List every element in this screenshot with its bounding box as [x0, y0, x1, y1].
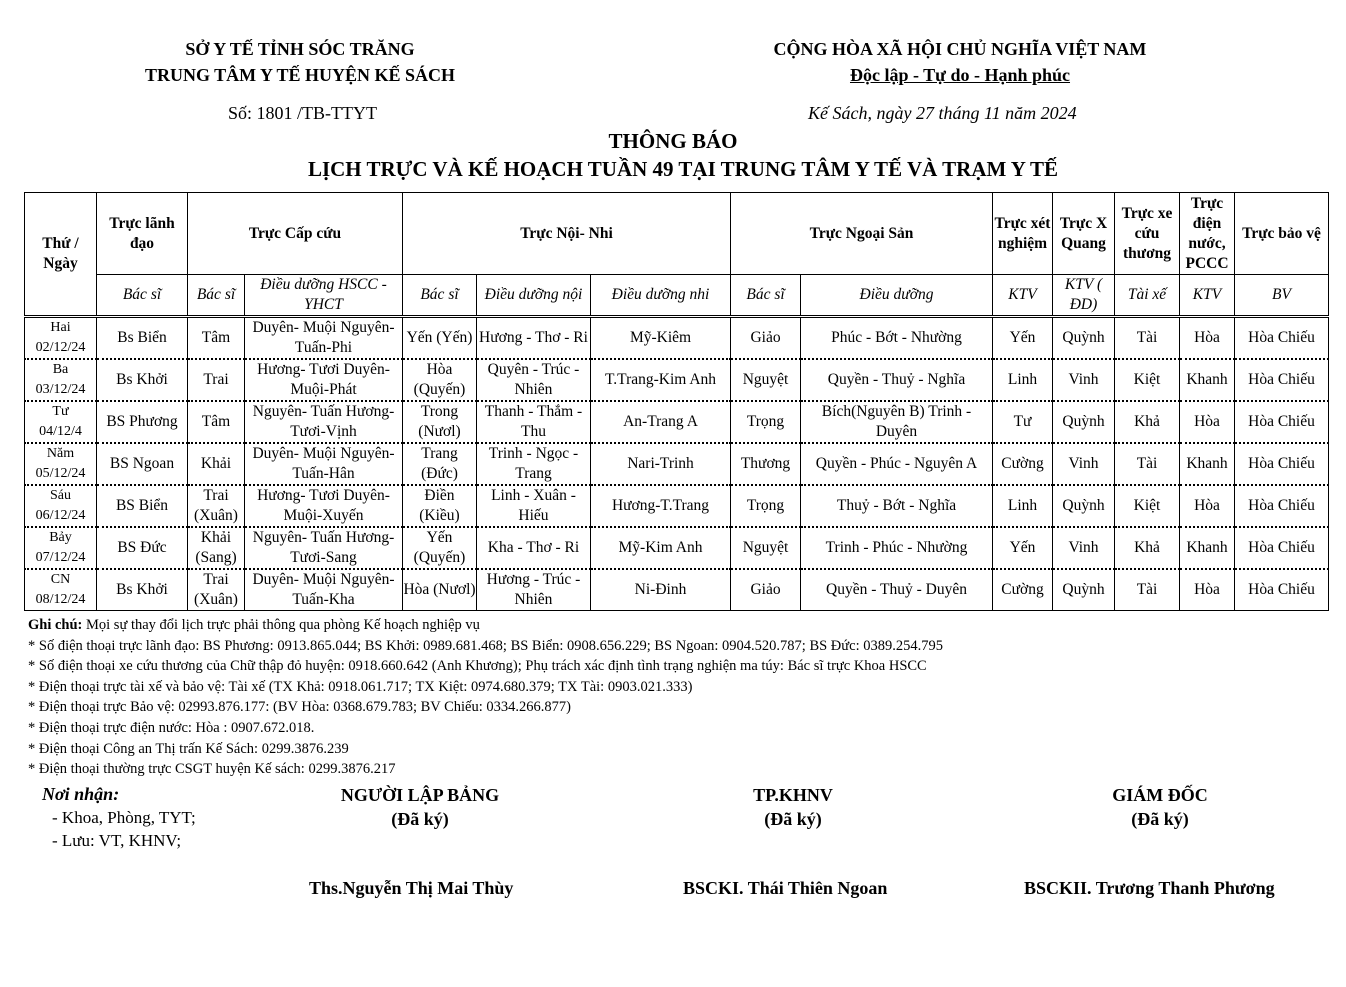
table-cell: Hòa Chiếu [1235, 401, 1329, 443]
notes-section [28, 615, 943, 780]
table-cell: Hòa Chiếu [1235, 527, 1329, 569]
table-cell: Bs Biển [97, 317, 188, 360]
table-cell: Hòa Chiếu [1235, 443, 1329, 485]
table-cell: Nari-Trinh [591, 443, 731, 485]
table-cell: Nguyên- Tuấn Hương- Tươi-Sang [245, 527, 403, 569]
recipient-item: - Khoa, Phòng, TYT; [52, 808, 196, 827]
table-cell: Kiệt [1115, 485, 1180, 527]
subheader: BV [1235, 275, 1329, 317]
table-cell: Giảo [731, 317, 801, 360]
table-cell: Quyền - Thuỷ - Duyên [801, 569, 993, 611]
table-cell: Thương [731, 443, 801, 485]
table-cell: Vinh [1053, 527, 1115, 569]
note-line: * Điện thoại trực Bảo vệ: 02993.876.177: (BV Hòa: 0368.679.783; BV Chiếu: 0334.266.877) [28, 699, 571, 716]
table-cell: Hòa Chiếu [1235, 359, 1329, 401]
table-cell: Kiệt [1115, 359, 1180, 401]
table-cell: Yến [993, 317, 1053, 360]
table-cell: Yến (Quyến) [403, 527, 477, 569]
subheader: Bác sĩ [97, 275, 188, 317]
table-cell: Duyên- Muội Nguyên- Tuấn-Phi [245, 317, 403, 360]
subheader: KTV [993, 275, 1053, 317]
table-cell: Kha - Thơ - Ri [477, 527, 591, 569]
day-cell: Sáu 06/12/24 [25, 485, 97, 527]
subheader: Tài xế [1115, 275, 1180, 317]
table-cell: Yến (Yến) [403, 317, 477, 360]
table-cell: Bs Khởi [97, 359, 188, 401]
table-cell: Cường [993, 443, 1053, 485]
table-cell: Tài [1115, 569, 1180, 611]
signature-title: TP.KHNV [753, 785, 833, 805]
table-cell: Hòa [1180, 401, 1235, 443]
org-line-2: TRUNG TÂM Y TẾ HUYỆN KẾ SÁCH [144, 65, 456, 85]
table-cell: BS Đức [97, 527, 188, 569]
table-cell: Hòa [1180, 317, 1235, 360]
table-cell: Quỳnh [1053, 317, 1115, 360]
day-cell: Năm 05/12/24 [25, 443, 97, 485]
table-cell: Trai (Xuân) [188, 485, 245, 527]
signer-name: BSCKI. Thái Thiên Ngoan [683, 878, 888, 898]
table-cell: Tài [1115, 317, 1180, 360]
table-cell: Nguyên- Tuấn Hương- Tươi-Vịnh [245, 401, 403, 443]
table-cell: T.Trang-Kim Anh [591, 359, 731, 401]
table-cell: Trọng [731, 401, 801, 443]
table-cell: Trinh - Ngọc - Trang [477, 443, 591, 485]
table-cell: Hương - Thơ - Ri [477, 317, 591, 360]
table-cell: Hương- Tươi Duyên- Muội-Phát [245, 359, 403, 401]
note-line: * Số điện thoại trực lãnh đạo: BS Phương: 0913.865.044; BS Khởi: 0989.681.468; BS Biển: 0908.656.229; BS Ngoan: 0904.520.787; BS Đức: 0389.254.795 [28, 637, 943, 654]
subheader: Bác sĩ [188, 275, 245, 317]
table-cell: Trai (Xuân) [188, 569, 245, 611]
table-cell: Tâm [188, 317, 245, 360]
table-cell: Linh [993, 485, 1053, 527]
document-number: Số: 1801 /TB-TTYT [228, 103, 377, 123]
place-date: Kế Sách, ngày 27 tháng 11 năm 2024 [808, 103, 1077, 123]
signature-block-preparer [300, 783, 540, 831]
table-cell: Hòa Chiếu [1235, 317, 1329, 360]
document-title: THÔNG BÁO [608, 129, 738, 153]
table-row [25, 485, 1329, 527]
signature-status: (Đã ký) [1131, 809, 1189, 829]
day-cell: Hai 02/12/24 [25, 317, 97, 360]
table-cell: Mỹ-Kiêm [591, 317, 731, 360]
subheader: Bác sĩ [403, 275, 477, 317]
table-cell: Điền (Kiều) [403, 485, 477, 527]
table-cell: Mỹ-Kim Anh [591, 527, 731, 569]
table-cell: Nguyệt [731, 527, 801, 569]
header-day: Thứ / Ngày [25, 193, 97, 317]
table-cell: Tài [1115, 443, 1180, 485]
table-cell: Trọng [731, 485, 801, 527]
table-cell: Hòa Chiếu [1235, 569, 1329, 611]
table-cell: Nguyệt [731, 359, 801, 401]
signature-block-khnv [693, 783, 893, 831]
table-cell: Hương- Tươi Duyên- Muội-Xuyến [245, 485, 403, 527]
subheader: Điều dưỡng HSCC - YHCT [245, 275, 403, 317]
table-cell: Hòa [1180, 485, 1235, 527]
nation-line-1: CỘNG HÒA XÃ HỘI CHỦ NGHĨA VIỆT NAM [773, 39, 1147, 59]
day-cell: Bảy 07/12/24 [25, 527, 97, 569]
table-cell: Khải (Sang) [188, 527, 245, 569]
day-cell: Tư 04/12/4 [25, 401, 97, 443]
table-row [25, 527, 1329, 569]
note-line: * Số điện thoại xe cứu thương của Chữ thập đỏ huyện: 0918.660.642 (Anh Khương); Phụ trách xác định tình trạng nghiện ma túy: Bác sĩ trực Khoa HSCC [28, 658, 927, 675]
table-cell: An-Trang A [591, 401, 731, 443]
duty-schedule-table [24, 192, 1329, 611]
table-cell: Quyên - Trúc - Nhiên [477, 359, 591, 401]
table-cell: BS Biển [97, 485, 188, 527]
table-row [25, 401, 1329, 443]
table-row [25, 443, 1329, 485]
signature-title: GIÁM ĐỐC [1112, 785, 1208, 805]
table-cell: Khải [188, 443, 245, 485]
table-cell: Bích(Nguyên B) Trinh - Duyên [801, 401, 993, 443]
signature-status: (Đã ký) [391, 809, 449, 829]
table-cell: Hòa (Quyến) [403, 359, 477, 401]
recipients-title: Nơi nhận: [42, 784, 120, 804]
signature-title: NGƯỜI LẬP BẢNG [340, 785, 500, 805]
table-cell: Giảo [731, 569, 801, 611]
table-cell: Trong (Nươl) [403, 401, 477, 443]
table-cell: Tư [993, 401, 1053, 443]
table-cell: Quyền - Thuỷ - Nghĩa [801, 359, 993, 401]
table-cell: Quyền - Phúc - Nguyên A [801, 443, 993, 485]
table-cell: Hòa Chiếu [1235, 485, 1329, 527]
table-cell: Quỳnh [1053, 401, 1115, 443]
table-cell: Cường [993, 569, 1053, 611]
table-cell: Phúc - Bớt - Nhường [801, 317, 993, 360]
note-line: * Điện thoại trực điện nước: Hòa : 0907.672.018. [28, 719, 315, 736]
table-cell: Bs Khởi [97, 569, 188, 611]
notes-first-line: Mọi sự thay đổi lịch trực phải thông qua phòng Kế hoạch nghiệp vụ [82, 617, 480, 633]
table-cell: Yến [993, 527, 1053, 569]
table-cell: Linh [993, 359, 1053, 401]
header-internal-pediatrics: Trực Nội- Nhi [403, 193, 731, 275]
table-cell: Vinh [1053, 359, 1115, 401]
subheader: Điều dưỡng nhi [591, 275, 731, 317]
subheader: KTV [1180, 275, 1235, 317]
subheader: Điều dưỡng nội [477, 275, 591, 317]
header-security: Trực bảo vệ [1235, 193, 1329, 275]
header-emergency: Trực Cấp cứu [188, 193, 403, 275]
org-line-1: SỞ Y TẾ TỈNH SÓC TRĂNG [185, 39, 415, 59]
subheader: Bác sĩ [731, 275, 801, 317]
table-cell: Duyên- Muội Nguyên- Tuấn-Kha [245, 569, 403, 611]
header-xray: Trực X Quang [1053, 193, 1115, 275]
table-row [25, 317, 1329, 360]
day-cell: CN 08/12/24 [25, 569, 97, 611]
table-cell: Trinh - Phúc - Nhường [801, 527, 993, 569]
table-cell: Duyên- Muội Nguyên- Tuấn-Hân [245, 443, 403, 485]
signer-name: Ths.Nguyễn Thị Mai Thùy [309, 878, 514, 898]
table-cell: Hương-T.Trang [591, 485, 731, 527]
header-leader: Trực lãnh đạo [97, 193, 188, 275]
nation-motto: Độc lập - Tự do - Hạnh phúc [849, 65, 1071, 85]
table-cell: Quỳnh [1053, 485, 1115, 527]
document-subtitle: LỊCH TRỰC VÀ KẾ HOẠCH TUẦN 49 TẠI TRUNG TÂM Y TẾ VÀ TRẠM Y TẾ [307, 157, 1059, 181]
signature-block-director [1060, 783, 1260, 831]
header-surgery-obstetrics: Trực Ngoại Sản [731, 193, 993, 275]
table-cell: Thuỷ - Bớt - Nghĩa [801, 485, 993, 527]
table-cell: Khanh [1180, 359, 1235, 401]
day-cell: Ba 03/12/24 [25, 359, 97, 401]
table-cell: Vinh [1053, 443, 1115, 485]
subheader: Điều dưỡng [801, 275, 993, 317]
table-cell: BS Phương [97, 401, 188, 443]
recipients [42, 783, 196, 852]
table-cell: Linh - Xuân - Hiếu [477, 485, 591, 527]
table-row [25, 569, 1329, 611]
table-cell: Khả [1115, 401, 1180, 443]
table-cell: BS Ngoan [97, 443, 188, 485]
header-ambulance: Trực xe cứu thương [1115, 193, 1180, 275]
nation-header [740, 36, 1180, 88]
organization-header [120, 36, 480, 88]
table-cell: Hòa [1180, 569, 1235, 611]
recipient-item: - Lưu: VT, KHNV; [52, 831, 182, 850]
table-cell: Khanh [1180, 443, 1235, 485]
table-cell: Hòa (Nươl) [403, 569, 477, 611]
table-cell: Trai [188, 359, 245, 401]
table-cell: Trang (Đức) [403, 443, 477, 485]
note-line: * Điện thoại Công an Thị trấn Kế Sách: 0299.3876.239 [28, 740, 349, 757]
note-line: * Điện thoại trực tài xế và bảo vệ: Tài xế (TX Khả: 0918.061.717; TX Kiệt: 0974.680.379; TX Tài: 0903.021.333) [28, 678, 693, 695]
table-cell: Hương - Trúc - Nhiên [477, 569, 591, 611]
notes-label: Ghi chú: [28, 617, 83, 633]
table-cell: Thanh - Thắm - Thu [477, 401, 591, 443]
note-line: * Điện thoại thường trực CSGT huyện Kế sách: 0299.3876.217 [28, 761, 396, 778]
header-utility: Trực điện nước, PCCC [1180, 193, 1235, 275]
signer-name: BSCKII. Trương Thanh Phương [1024, 878, 1275, 898]
table-row [25, 359, 1329, 401]
table-cell: Ni-Đinh [591, 569, 731, 611]
table-cell: Tâm [188, 401, 245, 443]
table-cell: Quỳnh [1053, 569, 1115, 611]
subheader: KTV ( ĐD) [1053, 275, 1115, 317]
signature-status: (Đã ký) [764, 809, 822, 829]
header-lab: Trực xét nghiệm [993, 193, 1053, 275]
table-cell: Khả [1115, 527, 1180, 569]
table-cell: Khanh [1180, 527, 1235, 569]
